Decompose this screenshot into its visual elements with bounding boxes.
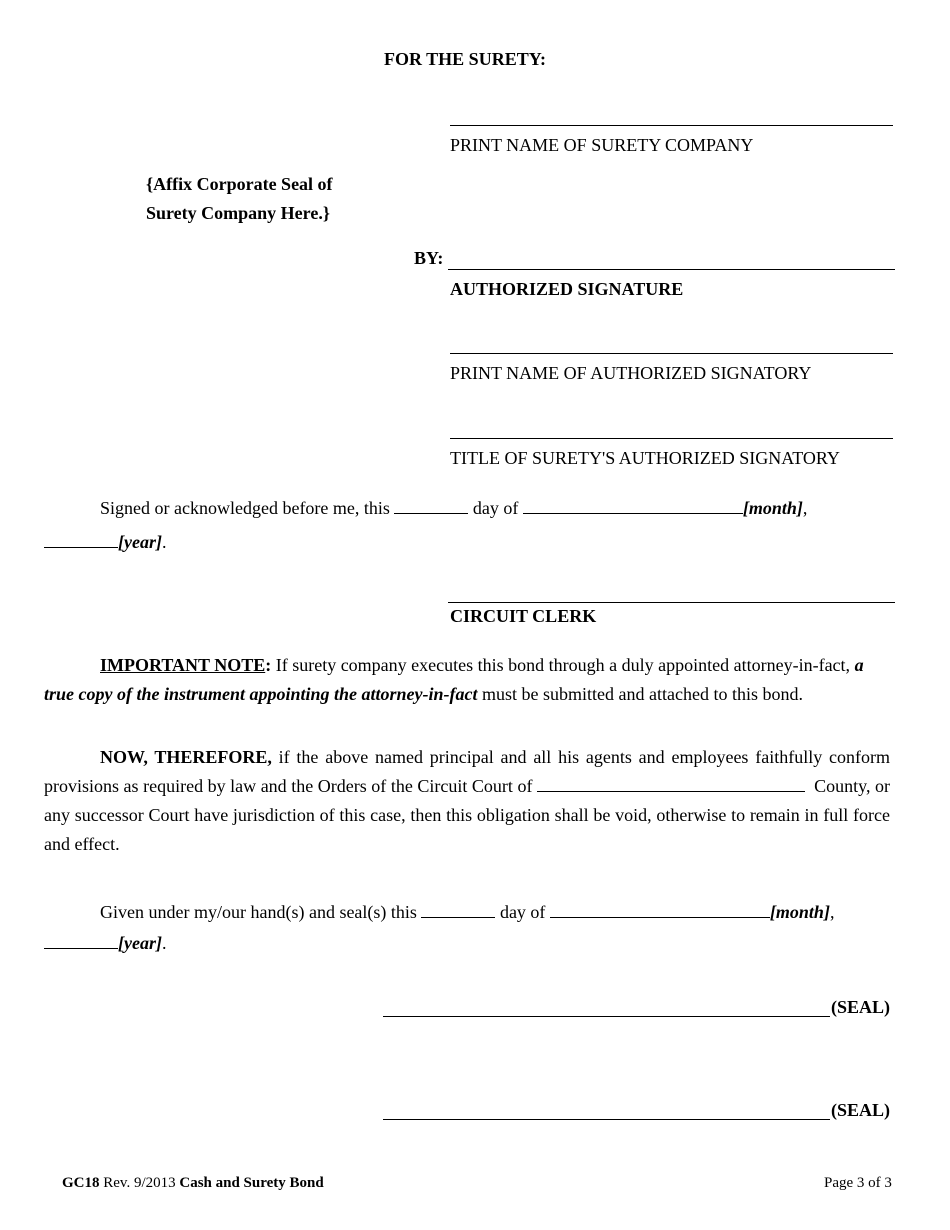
given-prefix: Given under my/our hand(s) and seal(s) this	[100, 902, 417, 922]
given-month-blank[interactable]	[550, 901, 770, 918]
footer-revision: Rev. 9/2013	[99, 1175, 180, 1191]
important-note-label: IMPORTANT NOTE	[100, 655, 266, 675]
important-note-text1: If surety company executes this bond through a duly appointed attorney-in-fact,	[271, 655, 851, 675]
ack-day-of: day of	[472, 498, 519, 518]
footer-form-info	[62, 1176, 324, 1191]
given-period: .	[161, 933, 167, 953]
surety-company-signature-line[interactable]	[450, 125, 893, 126]
seal-label-1: (SEAL)	[831, 997, 891, 1017]
acknowledgment-year-line	[44, 531, 166, 551]
title-signatory-label: TITLE OF SURETY'S AUTHORIZED SIGNATORY	[450, 448, 840, 468]
now-therefore-lead: NOW, THEREFORE,	[100, 747, 272, 767]
ack-month-placeholder: [month]	[742, 498, 803, 518]
given-month-placeholder: [month]	[769, 902, 830, 922]
authorized-signature-label: AUTHORIZED SIGNATURE	[450, 279, 684, 299]
title-signatory-line[interactable]	[450, 438, 893, 439]
now-therefore-paragraph	[44, 743, 890, 859]
now-therefore-text2: or any successor Court have jurisdiction of this case, then this obligation shall be void, otherwise to remain in full force and effect.	[44, 776, 891, 854]
given-comma: ,	[829, 902, 835, 922]
given-day-of: day of	[499, 902, 546, 922]
ack-period: .	[161, 532, 167, 552]
now-therefore-text1: if the above named principal and all his agents and employees faithfully conform provisions as required by law and the Orders of the Circuit Court of	[44, 747, 890, 796]
seal-signature-line-2[interactable]	[383, 1119, 830, 1120]
ack-year-placeholder: [year]	[118, 532, 162, 552]
print-name-signatory-label: PRINT NAME OF AUTHORIZED SIGNATORY	[450, 363, 812, 383]
circuit-clerk-signature-line[interactable]	[448, 602, 895, 603]
important-note-colon: :	[265, 655, 272, 675]
ack-day-blank[interactable]	[394, 497, 468, 514]
footer-form-code: GC18	[62, 1175, 100, 1191]
authorized-signature-line[interactable]	[448, 269, 895, 270]
given-line	[100, 901, 834, 921]
seal-note-line2: Surety Company Here.}	[146, 203, 330, 223]
ack-year-blank[interactable]	[44, 531, 118, 548]
print-name-signatory-line[interactable]	[450, 353, 893, 354]
county-blank[interactable]	[537, 775, 805, 792]
footer-page-number: Page 3 of 3	[824, 1175, 892, 1191]
given-year-line	[44, 932, 166, 952]
surety-company-label: PRINT NAME OF SURETY COMPANY	[450, 135, 754, 155]
surety-heading: FOR THE SURETY:	[384, 49, 547, 69]
circuit-clerk-label: CIRCUIT CLERK	[450, 606, 597, 626]
seal-label-2: (SEAL)	[831, 1100, 891, 1120]
important-note-text2: must be submitted and attached to this bond.	[477, 684, 803, 704]
given-year-blank[interactable]	[44, 932, 118, 949]
important-note-emphasis: a true copy of the instrument appointing the attorney-in-fact	[44, 655, 864, 704]
seal-signature-line-1[interactable]	[383, 1016, 830, 1017]
acknowledgment-line	[100, 497, 807, 517]
seal-note-line1: {Affix Corporate Seal of	[146, 174, 333, 194]
footer-form-title: Cash and Surety Bond	[179, 1175, 324, 1191]
county-label: County,	[814, 776, 871, 796]
given-year-placeholder: [year]	[118, 933, 162, 953]
by-label: BY:	[414, 248, 444, 268]
important-note-paragraph	[44, 651, 890, 709]
ack-comma: ,	[802, 498, 808, 518]
given-day-blank[interactable]	[421, 901, 495, 918]
ack-prefix: Signed or acknowledged before me, this	[100, 498, 390, 518]
ack-month-blank[interactable]	[523, 497, 743, 514]
